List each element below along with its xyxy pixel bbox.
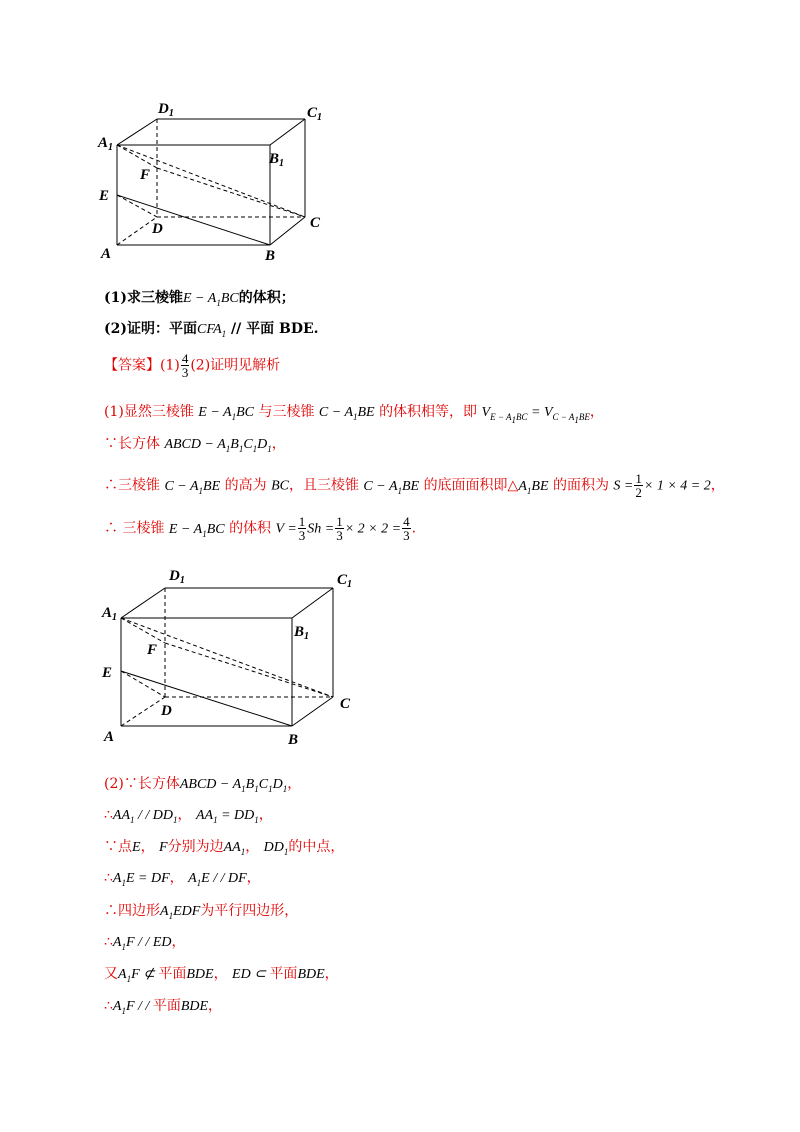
- solution-line-2: ∵长方体 ABCD − $A_1B_1C_1D_1$，: [104, 436, 286, 454]
- label-A1: $A_1$: [98, 135, 114, 153]
- box-figure-1: [95, 95, 335, 270]
- proof-line-1: (2)∵长方体ABCD − $A_1B_1C_1D_1$，: [104, 776, 302, 794]
- label-E: E: [99, 188, 110, 204]
- box-figure-2: [97, 563, 367, 753]
- proof-line-2: $\therefore AA_1$ / / $DD_1$， $AA_1 = DD_1$，: [104, 807, 273, 825]
- label-B1: $B_1$: [294, 624, 310, 642]
- label-C: C: [340, 696, 351, 712]
- proof-line-5: ∴四边形$A_1EDF$为平行四边形，: [104, 903, 299, 921]
- solution-line-3: ∴三棱锥 $C - A_1BE$ 的高为 BC，且三棱锥 $C - A_1BE$ 的底面面积即$\triangle A_1BE$ 的面积为 S = $\frac{1}{2}$ × 1 × 4 = 2，: [104, 471, 725, 500]
- label-D: D: [152, 221, 163, 237]
- label-C1: $C_1$: [337, 572, 353, 590]
- label-F: F: [140, 167, 151, 183]
- label-C: C: [310, 215, 321, 231]
- label-B: B: [265, 248, 276, 264]
- label-F: F: [147, 642, 158, 658]
- label-D: D: [161, 703, 172, 719]
- solution-line-4: ∴ 三棱锥 $E - A_1BC$ 的体积 V = $\frac{1}{3}$ Sh = $\frac{1}{3}$ × 2 × 2 = $\frac{4}{3}$ .: [104, 514, 417, 543]
- solution-line-1: (1)显然三棱锥 $E - A_1BC$ 与三棱锥 $C - A_1BE$ 的体积相等，即 $V_{E - A_1BC} = V_{C - A_1BE}$，: [104, 404, 604, 425]
- question-2: (2)证明：平面$CFA_1$ // 平面 BDE.: [104, 321, 319, 339]
- proof-line-6: $\therefore A_1F$ / / ED，: [104, 934, 186, 952]
- question-1: (1)求三棱锥$E - A_1BC$的体积；: [104, 290, 295, 308]
- proof-line-7: 又$A_1F$ ⊄ 平面BDE， ED ⊂ 平面BDE，: [104, 966, 339, 984]
- answer-line: 【答案】(1) $\frac{4}{3}$ (2)证明见解析: [104, 351, 281, 380]
- proof-line-4: $\therefore A_1E$ = DF， $A_1E$ / / DF，: [104, 870, 261, 888]
- label-A: A: [101, 246, 112, 262]
- label-A1: $A_1$: [102, 605, 118, 623]
- label-C1: $C_1$: [307, 105, 323, 123]
- label-D1: $D_1$: [158, 101, 174, 119]
- label-B1: $B_1$: [269, 151, 285, 169]
- proof-line-8: $\therefore A_1F$ / / 平面BDE，: [104, 998, 223, 1016]
- label-E: E: [102, 665, 113, 681]
- label-D1: $D_1$: [169, 568, 185, 586]
- label-A: A: [104, 729, 115, 745]
- label-B: B: [288, 732, 299, 748]
- proof-line-3: ∵点E， F分别为边$AA_1$， $DD_1$的中点，: [104, 839, 345, 857]
